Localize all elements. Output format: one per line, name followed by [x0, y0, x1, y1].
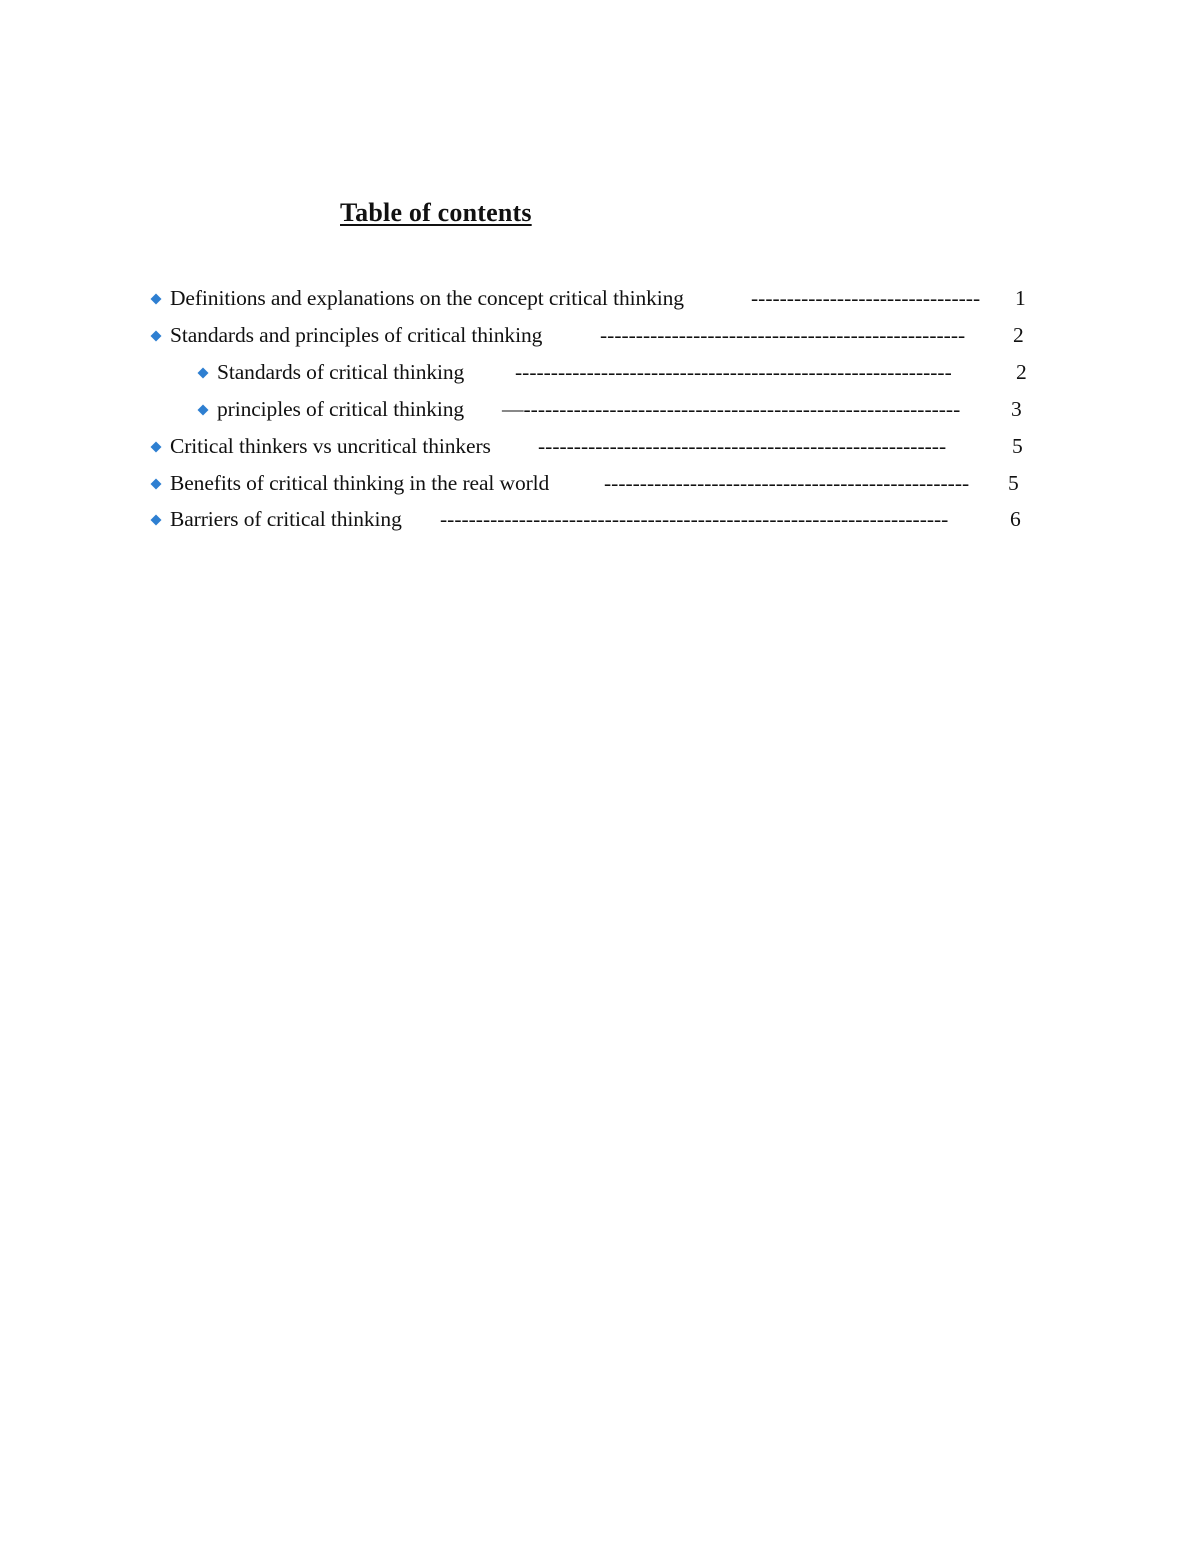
toc-entry-title: Barriers of critical thinking	[170, 507, 402, 531]
toc-leader: -----------------------------------------------------------------------	[440, 507, 949, 531]
diamond-bullet-icon	[150, 428, 164, 465]
toc-page-number: 3	[1011, 397, 1022, 421]
toc-page-number: 2	[1013, 323, 1024, 347]
diamond-bullet-icon	[150, 280, 164, 317]
toc-leader: --------------------------------	[751, 286, 981, 310]
toc-page-number: 6	[1010, 507, 1021, 531]
toc-leader: ---------------------------------------------------------	[538, 434, 947, 458]
toc-entry-title: Standards of critical thinking	[217, 360, 465, 384]
diamond-bullet-icon	[150, 465, 164, 502]
diamond-bullet-icon	[150, 501, 164, 538]
toc-page-number: 5	[1008, 471, 1019, 495]
toc-entry-title: principles of critical thinking	[217, 397, 465, 421]
toc-entry-title: Critical thinkers vs uncritical thinkers	[170, 434, 491, 458]
diamond-bullet-icon	[197, 391, 211, 428]
toc-leader: ---------------------------------------------------	[600, 323, 966, 347]
diamond-bullet-icon	[197, 354, 211, 391]
toc-leader: —-------------------------------------------------------------	[502, 397, 961, 421]
toc-list	[0, 0, 1200, 600]
toc-entry-title: Benefits of critical thinking in the real world	[170, 471, 550, 495]
toc-leader: -------------------------------------------------------------	[515, 360, 952, 384]
toc-entry-title: Standards and principles of critical thinking	[170, 323, 543, 347]
page-title: Table of contents	[340, 198, 532, 227]
toc-page-number: 1	[1015, 286, 1026, 310]
diamond-bullet-icon	[150, 317, 164, 354]
toc-leader: ---------------------------------------------------	[604, 471, 970, 495]
toc-page-number: 2	[1016, 360, 1027, 384]
toc-entry-title: Definitions and explanations on the concept critical thinking	[170, 286, 684, 310]
toc-page-number: 5	[1012, 434, 1023, 458]
